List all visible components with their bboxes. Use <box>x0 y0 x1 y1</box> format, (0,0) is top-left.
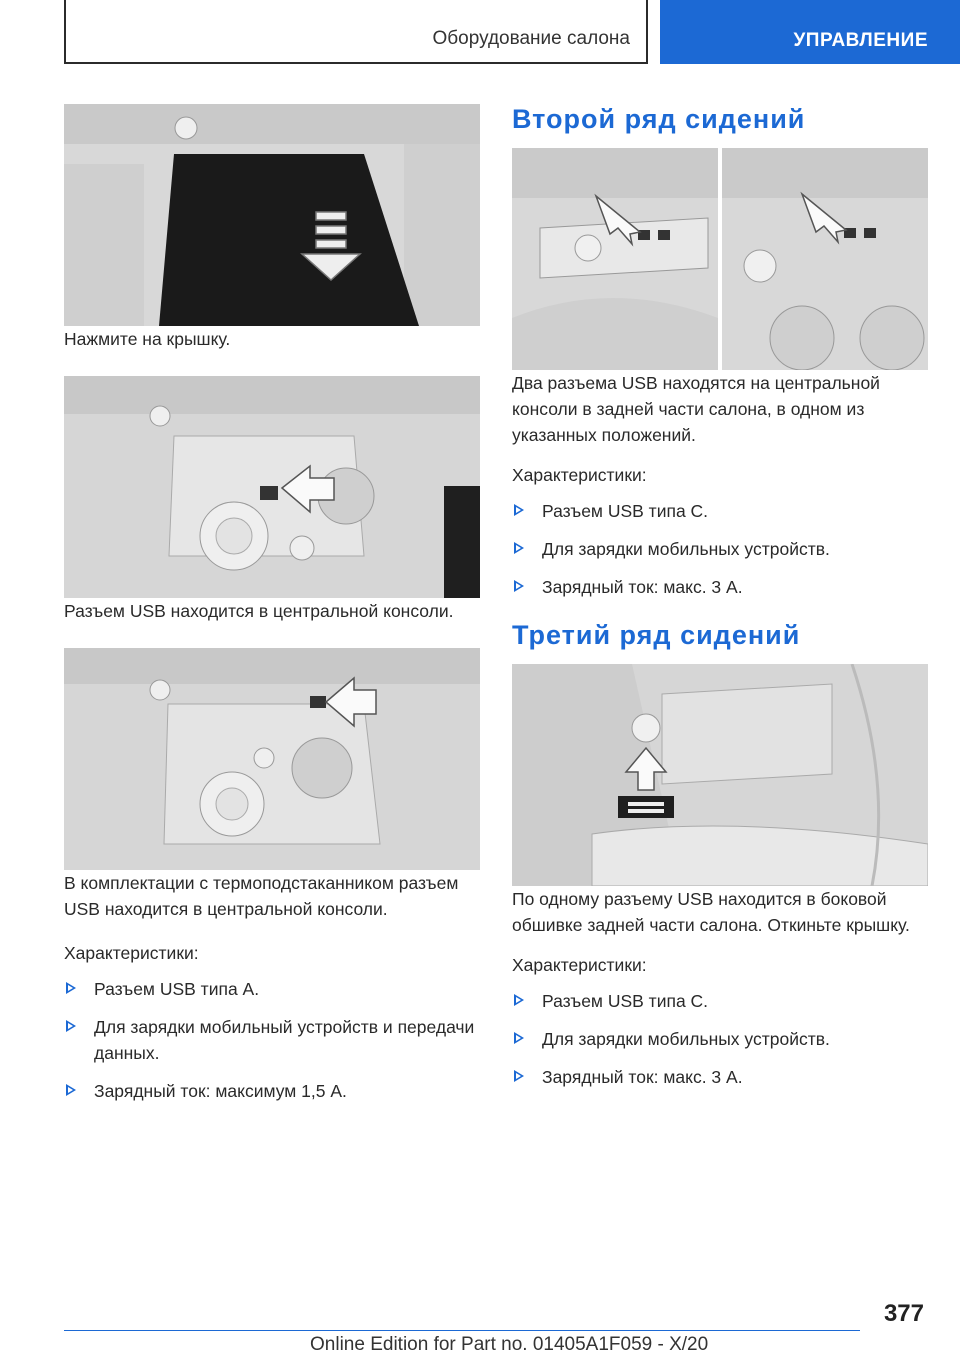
triangle-bullet-icon <box>66 982 76 994</box>
text-third-row: По одному разъему USB находится в боковой обшивке задней части салона. Откиньте крышку. <box>512 889 910 935</box>
triangle-bullet-icon <box>514 580 524 592</box>
text-second-row: Два разъема USB находятся на центральной консоли в задней части салона, в одном из указанных положений. <box>512 373 880 445</box>
header-chapter-title: УПРАВЛЕНИЕ <box>793 30 928 51</box>
list-item: Зарядный ток: макс. 3 А. <box>512 1064 928 1090</box>
triangle-bullet-icon <box>514 1070 524 1082</box>
left-column <box>64 104 480 1116</box>
caption-usb-thermo-holder: В комплектации с термоподстаканником разъем USB находится в центральной консоли. <box>64 873 459 919</box>
list-item: Зарядный ток: макс. 3 А. <box>512 574 928 600</box>
triangle-bullet-icon <box>514 542 524 554</box>
list-item: Разъем USB типа A. <box>64 976 480 1002</box>
triangle-bullet-icon <box>514 1032 524 1044</box>
features-label-third-row: Характеристики: <box>512 955 647 975</box>
triangle-bullet-icon <box>514 504 524 516</box>
features-list-left <box>64 976 480 1104</box>
footer-divider <box>64 1330 860 1331</box>
heading-third-row: Третий ряд сидений <box>512 620 801 650</box>
heading-second-row: Второй ряд сидений <box>512 104 806 134</box>
list-item: Разъем USB типа C. <box>512 988 928 1014</box>
right-column <box>512 104 928 1102</box>
photo-pair-second-row <box>512 148 928 370</box>
photo-usb-thermo-holder <box>64 648 480 870</box>
list-item: Для зарядки мобильных устройств. <box>512 1026 928 1052</box>
triangle-bullet-icon <box>514 994 524 1006</box>
photo-second-row-variant-b <box>722 148 928 370</box>
features-label-second-row: Характеристики: <box>512 465 647 485</box>
list-item: Зарядный ток: максимум 1,5 A. <box>64 1078 480 1104</box>
list-item: Для зарядки мобильных устройств. <box>512 536 928 562</box>
caption-press-lid: Нажмите на крышку. <box>64 329 231 349</box>
features-list-third-row <box>512 988 928 1090</box>
photo-second-row-variant-a <box>512 148 718 370</box>
list-item: Для зарядки мобильный устройств и передачи данных. <box>64 1014 480 1066</box>
photo-console-lid <box>64 104 480 326</box>
triangle-bullet-icon <box>66 1084 76 1096</box>
footer-edition: Online Edition for Part no. 01405A1F059 - X/20 <box>310 1334 709 1355</box>
photo-third-row <box>512 664 928 886</box>
caption-usb-console: Разъем USB находится в центральной консоли. <box>64 601 454 621</box>
page-number: 377 <box>883 1300 924 1327</box>
header-section-title: Оборудование салона <box>432 28 630 49</box>
list-item: Разъем USB типа C. <box>512 498 928 524</box>
header-chapter-tab[interactable] <box>660 0 960 64</box>
photo-usb-console <box>64 376 480 598</box>
features-label-left: Характеристики: <box>64 943 199 963</box>
triangle-bullet-icon <box>66 1020 76 1032</box>
header-section-box <box>64 0 648 64</box>
features-list-second-row <box>512 498 928 600</box>
